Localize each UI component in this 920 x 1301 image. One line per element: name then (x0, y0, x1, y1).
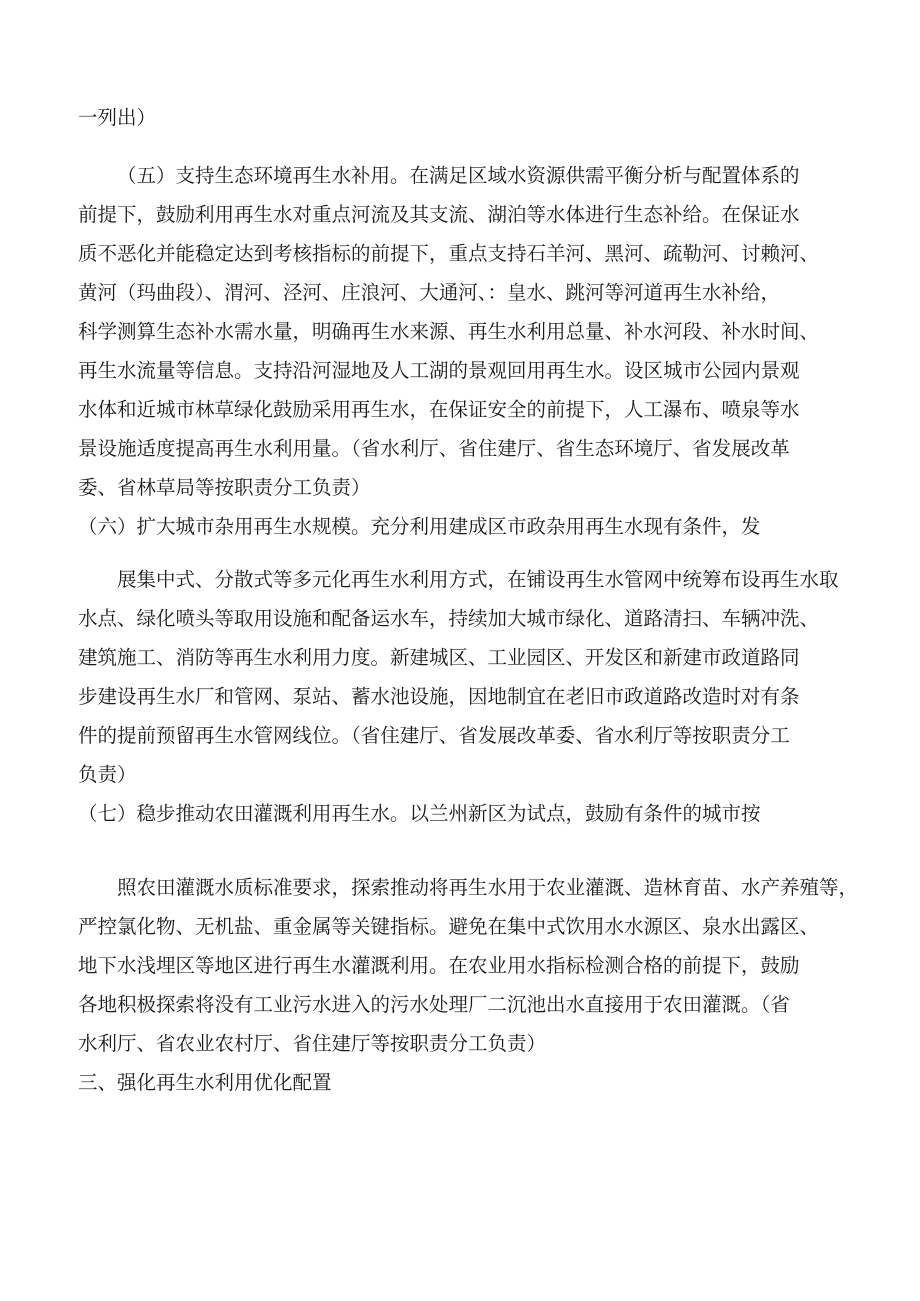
text-line: 科学测算生态补水需水量，明确再生水来源、再生水利用总量、补水河段、补水时间、 (78, 320, 820, 343)
text-line: 建筑施工、消防等再生水利用力度。新建城区、工业园区、开发区和新建市政道路同 (78, 646, 800, 669)
text-line: 步建设再生水厂和管网、泵站、蓄水池设施，因地制宜在老旧市政道路改造时对有条 (78, 685, 800, 708)
text-line: 展集中式、分散式等多元化再生水利用方式，在铺设再生水管网中统筹布设再生水取 (117, 568, 839, 591)
text-line: 三、强化再生水利用优化配置 (78, 1071, 332, 1094)
text-line: 水利厅、省农业农村厅、省住建厅等按职责分工负责） (78, 1032, 547, 1055)
text-line: 负责） (78, 763, 137, 786)
text-line: （七）稳步推动农田灌溉利用再生水。以兰州新区为试点，鼓励有条件的城市按 (78, 802, 761, 825)
text-line: 水体和近城市林草绿化鼓励采用再生水，在保证安全的前提下，人工瀑布、喷泉等水 (78, 398, 800, 421)
text-line: 水点、绿化喷头等取用设施和配备运水车，持续加大城市绿化、道路清扫、车辆冲洗、 (78, 607, 820, 630)
text-line: 各地积极探索将没有工业污水进入的污水处理厂二沉池出水直接用于农田灌溉。（省 (78, 993, 790, 1016)
text-line: 件的提前预留再生水管网线位。（省住建厅、省发展改革委、省水利厅等按职责分工 (78, 724, 790, 747)
text-line: 黄河（玛曲段）、渭河、泾河、庄浪河、大通河、：皇水、跳河等河道再生水补给， (78, 281, 781, 304)
text-line: （五）支持生态环境再生水补用。在满足区域水资源供需平衡分析与配置体系的 (117, 164, 800, 187)
text-line: 质不恶化并能稳定达到考核指标的前提下，重点支持石羊河、黑河、疏勒河、讨赖河、 (78, 242, 820, 265)
text-line: 严控氯化物、无机盐、重金属等关键指标。避免在集中式饮用水水源区、泉水出露区、 (78, 915, 820, 938)
text-line: 委、省林草局等按职责分工负责） (78, 476, 371, 499)
text-line: 前提下，鼓励利用再生水对重点河流及其支流、湖泊等水体进行生态补给。在保证水 (78, 203, 800, 226)
text-line: 一列出） (78, 106, 157, 129)
text-line: 照农田灌溉水质标准要求，探索推动将再生水用于农业灌溉、造林育苗、水产养殖等， (117, 876, 859, 899)
text-line: （六）扩大城市杂用再生水规模。充分利用建成区市政杂用再生水现有条件，发 (78, 515, 761, 538)
text-line: 景设施适度提高再生水利用量。（省水利厅、省住建厅、省生态环境厅、省发展改革 (78, 437, 790, 460)
text-line: 再生水流量等信息。支持沿河湿地及人工湖的景观回用再生水。设区城市公园内景观 (78, 359, 800, 382)
text-line: 地下水浅埋区等地区进行再生水灌溉利用。在农业用水指标检测合格的前提下，鼓励 (78, 954, 800, 977)
